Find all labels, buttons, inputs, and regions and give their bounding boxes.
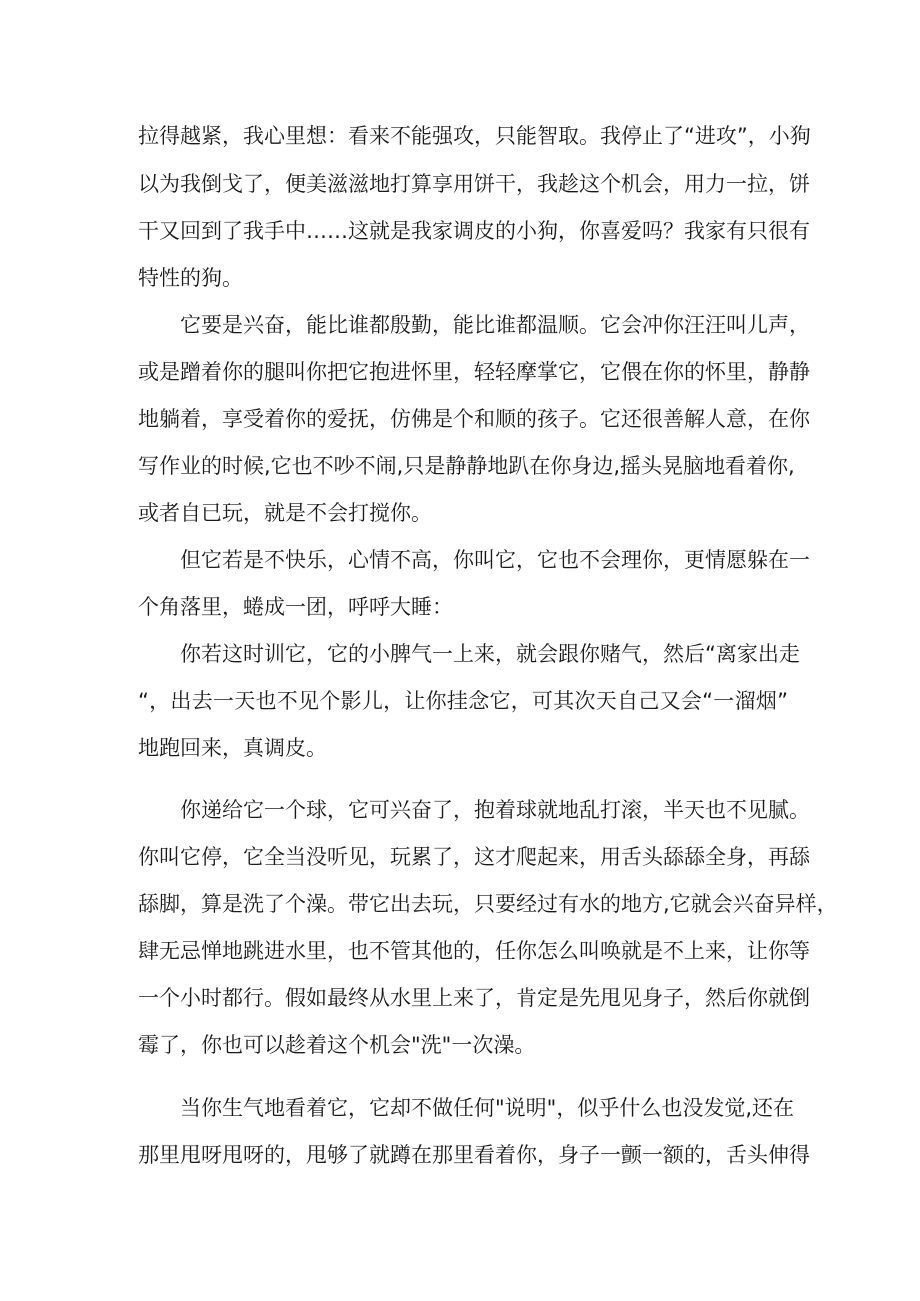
text-line: 拉得越紧，我心里想：看来不能强攻，只能智取。我停止了“进攻”，小狗 [138,124,811,148]
text-line: 那里甩呀甩呀的，甩够了就蹲在那里看着你，身子一颤一额的，舌头伸得 [138,1143,810,1167]
text-line: 舔脚，算是洗了个澡。带它出去玩，只要经过有水的地方,它就会兴奋异样， [138,892,838,916]
text-line: 干又回到了我手中……这就是我家调皮的小狗，你喜爱吗？我家有只很有 [138,219,810,243]
text-line: 个角落里，蜷成一团，呼呼大睡： [138,595,453,619]
text-line: 或是蹭着你的腿叫你把它抱进怀里，轻轻摩掌它，它偎在你的怀里，静静 [138,360,810,384]
text-line: 特性的狗。 [138,266,243,290]
text-line: 你若这时训它，它的小脾气一上来，就会跟你赌气，然后“离家出走 [180,642,800,666]
text-line: 或者自已玩，就是不会打搅你。 [138,501,432,525]
text-line: 地跑回来，真调皮。 [138,736,327,760]
text-line: 一个小时都行。假如最终从水里上来了，肯定是先甩见身子，然后你就倒 [138,986,810,1010]
text-line: 以为我倒戈了，便美滋滋地打算享用饼干，我趁这个机会，用力一拉，饼 [138,172,810,196]
text-line: 当你生气地看着它，它却不做任何"说明"，似乎什么也没发觉,还在 [180,1096,794,1120]
text-line: 霉了，你也可以趁着这个机会"洗"一次澡。 [138,1033,536,1057]
text-line: 肆无忌惮地跳进水里，也不管其他的，任你怎么叫唤就是不上来，让你等 [138,939,810,963]
text-line: “，出去一天也不见个影儿，让你挂念它，可其次天自己又会“一溜烟” [138,689,788,713]
text-line: 它要是兴奋，能比谁都殷勤，能比谁都温顺。它会冲你汪汪叫儿声， [180,313,810,337]
text-line: 你叫它停，它全当没听见，玩累了，这才爬起来，用舌头舔舔全身，再舔 [138,845,810,869]
text-line: 你递给它一个球，它可兴奋了，抱着球就地乱打滚，半天也不见腻。 [180,798,810,822]
text-line: 但它若是不快乐，心情不高，你叫它，它也不会理你，更情愿躲在一 [180,548,810,572]
text-line: 地躺着，享受着你的爱抚，仿佛是个和顺的孩子。它还很善解人意，在你 [138,407,810,431]
text-line: 写作业的时候,它也不吵不闹,只是静静地趴在你身边,摇头晃脑地看着你, [138,454,795,478]
